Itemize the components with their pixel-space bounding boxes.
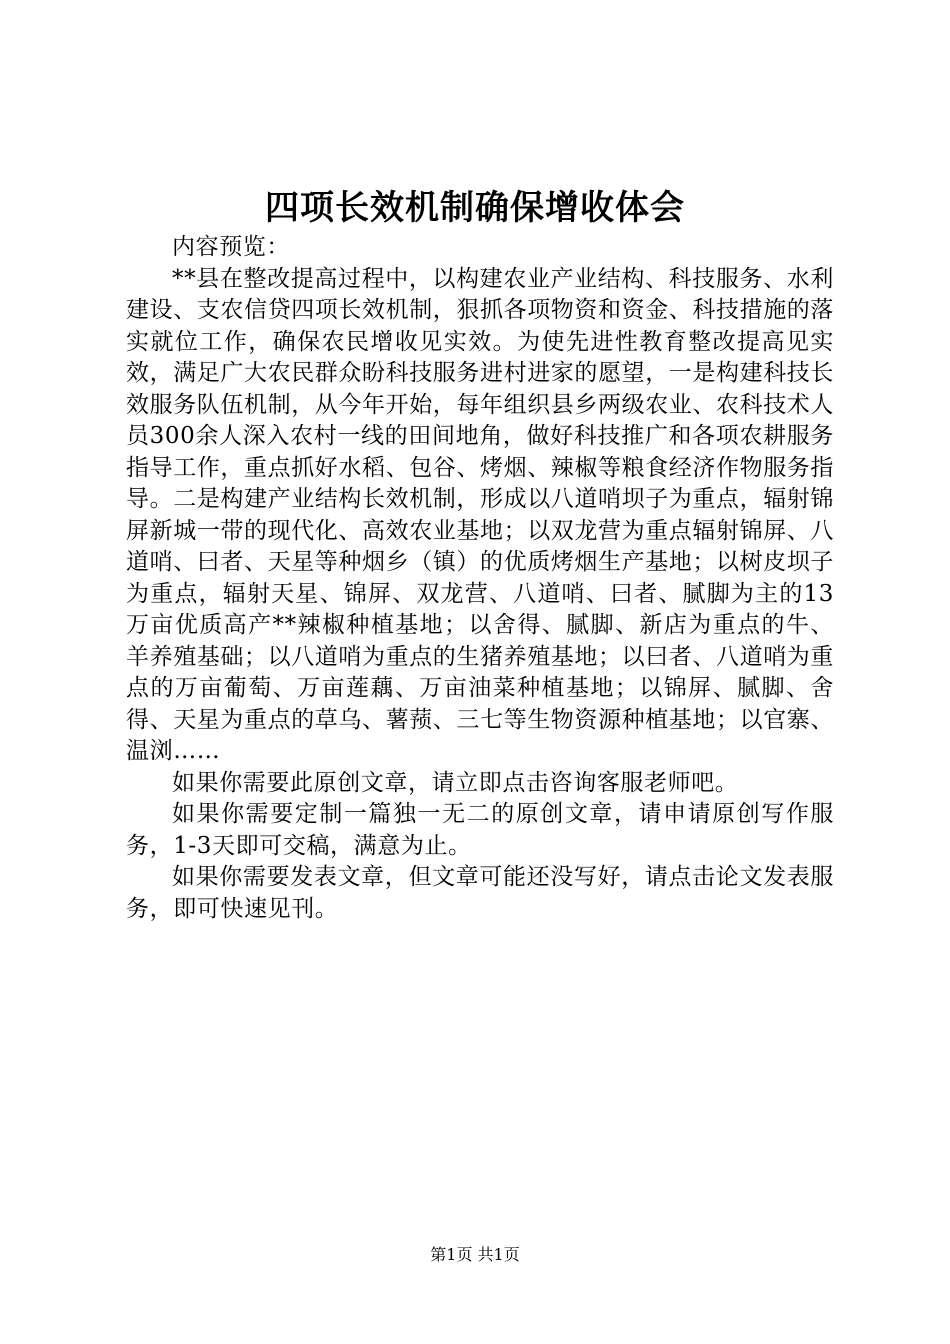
page-footer: 第1页 共1页 — [430, 1245, 520, 1264]
body-paragraph-custom-writing: 如果你需要定制一篇独一无二的原创文章，请申请原创写作服务，1-3天即可交稿，满意为止。 — [126, 801, 834, 859]
body-paragraph-consult: 如果你需要此原创文章，请立即点击咨询客服老师吧。 — [172, 769, 739, 796]
document-title: 四项长效机制确保增收体会 — [265, 188, 685, 228]
preview-label: 内容预览： — [172, 234, 290, 260]
body-paragraph-publishing: 如果你需要发表文章，但文章可能还没写好，请点击论文发表服务，即可快速见刊。 — [126, 864, 834, 922]
body-paragraph-main: **县在整改提高过程中，以构建农业产业结构、科技服务、水利建设、支农信贷四项长效机制，狠抓各项物资和资金、科技措施的落实就位工作，确保农民增收见实效。为使先进性教育整改提高见实效，满足广大农民群众盼科技服务进村进家的愿望，一是构建科技长效服务队伍机制，从今年开始，每年组织县乡两级农业、农科技术人员300余人深入农村一线的田间地角，做好科技推广和各项农耕服务指导工作，重点抓好水稻、包谷、烤烟、辣椒等粮食经济作物服务指导。二是构建产业结构长效机制，形成以八道哨坝子为重点，辐射锦屏新城一带的现代化、高效农业基地；以双龙营为重点辐射锦屏、八道哨、曰者、天星等种烟乡（镇）的优质烤烟生产基地；以树皮坝子为重点，辐射天星、锦屏、双龙营、八道哨、曰者、腻脚为主的13万亩优质高产**辣椒种植基地；以舍得、腻脚、新店为重点的牛、羊养殖基础；以八道哨为重点的生猪养殖基地；以曰者、八道哨为重点的万亩葡萄、万亩莲藕、万亩油菜种植基地；以锦屏、腻脚、舍得、天星为重点的草乌、薯蓣、三七等生物资源种植基地；以官寨、温浏…… — [126, 265, 834, 764]
document-body — [126, 232, 834, 925]
